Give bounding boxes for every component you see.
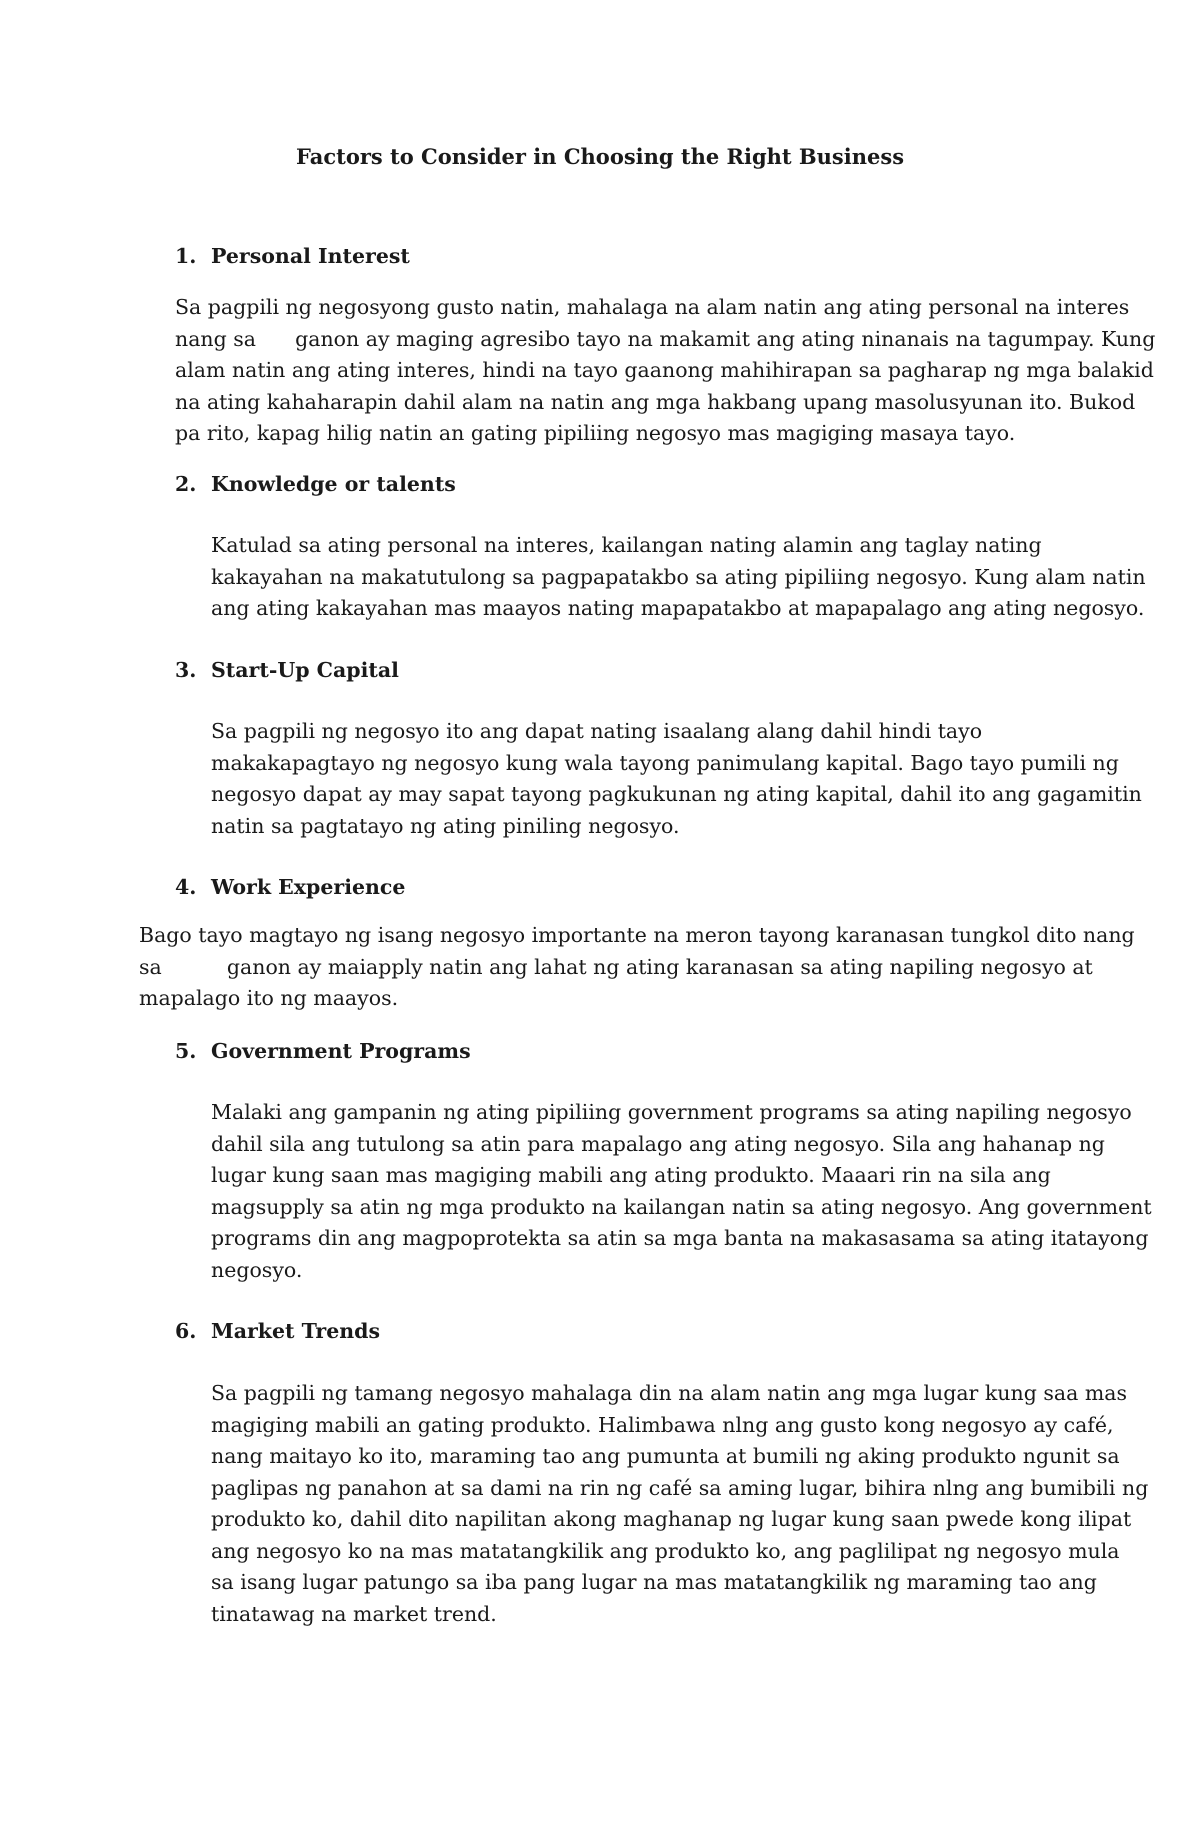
paragraph-line: alam natin ang ating interes, hindi na tayo gaanong mahihirapan sa pagharap ng mga balakid [175,358,1154,382]
paragraph-line: nang sa ganon ay maging agresibo tayo na makamit ang ating ninanais na tagumpay. Kung [175,326,1156,351]
paragraph-line: natin sa pagtatayo ng ating piniling negosyo. [211,813,680,838]
paragraph-line: magiging mabili an gating produkto. Halimbawa nlng ang gusto kong negosyo ay café, [211,1412,1114,1437]
paragraph-line: lugar kung saan mas magiging mabili ang ating produkto. Maaari rin na sila ang [211,1163,1051,1187]
section-2-heading [175,470,456,498]
paragraph-line: sa ganon ay maiapply natin ang lahat ng ating karanasan sa ating napiling negosyo at [139,954,1093,979]
section-5-title: Government Programs [211,1039,471,1063]
paragraph-line: Bago tayo magtayo ng isang negosyo importante na meron tayong karanasan tungkol dito nang [139,923,1135,947]
paragraph-line: ang ating kakayahan mas maayos nating mapapatakbo at mapapalago ang ating negosyo. [211,596,1145,620]
section-4-number: 4. [175,875,197,899]
section-2-paragraph [211,530,1146,625]
section-5-number: 5. [175,1039,197,1063]
paragraph-line: Sa pagpili ng tamang negosyo mahalaga din na alam natin ang mga lugar kung saa mas [211,1381,1127,1405]
paragraph-line: Katulad sa ating personal na interes, kailangan nating alamin ang taglay nating [211,533,1042,557]
paragraph-line: kakayahan na makatutulong sa pagpapatakbo sa ating pipiliing negosyo. Kung alam natin [211,564,1146,589]
section-6-paragraph [211,1378,1148,1630]
paragraph-line: Sa pagpili ng negosyong gusto natin, mahalaga na alam natin ang ating personal na interes [175,295,1130,319]
section-2-number: 2. [175,472,197,496]
section-4-paragraph [139,920,1135,1015]
paragraph-line: makakapagtayo ng negosyo kung wala tayong panimulang kapital. Bago tayo pumili ng [211,750,1119,775]
section-6-number: 6. [175,1319,197,1343]
section-1-heading [175,242,410,270]
paragraph-line: programs din ang magpoprotekta sa atin sa mga banta na makasasama sa ating itatayong [211,1226,1149,1250]
paragraph-line: na ating kahaharapin dahil alam na natin ang mga hakbang upang masolusyunan ito. Bukod [175,389,1136,414]
paragraph-line: negosyo dapat ay may sapat tayong pagkukunan ng ating kapital, dahil ito ang gagamitin [211,782,1142,806]
section-3-paragraph [211,716,1142,842]
section-3-heading [175,656,399,684]
section-4-title: Work Experience [211,875,406,899]
paragraph-line: sa isang lugar patungo sa iba pang lugar na mas matatangkilik ng maraming tao ang [211,1570,1097,1594]
paragraph-line: Sa pagpili ng negosyo ito ang dapat nating isaalang alang dahil hindi tayo [211,719,983,743]
paragraph-line: ang negosyo ko na mas matatangkilik ang produkto ko, ang paglilipat ng negosyo mula [211,1538,1120,1563]
section-3-number: 3. [175,658,197,682]
paragraph-line: tinatawag na market trend. [211,1601,497,1626]
section-5-heading [175,1037,471,1065]
paragraph-line: negosyo. [211,1257,303,1282]
section-5-paragraph [211,1097,1152,1286]
section-1-title: Personal Interest [211,244,410,268]
section-1-paragraph [175,292,1155,450]
section-6-heading [175,1317,380,1345]
paragraph-line: magsupply sa atin ng mga produkto na kailangan natin sa ating negosyo. Ang government [211,1194,1152,1219]
section-1-number: 1. [175,244,197,268]
section-6-title: Market Trends [211,1319,381,1343]
section-4-heading [175,873,405,901]
paragraph-line: nang maitayo ko ito, maraming tao ang pumunta at bumili ng aking produkto ngunit sa [211,1444,1120,1468]
paragraph-line: Malaki ang gampanin ng ating pipiliing government programs sa ating napiling negosyo [211,1100,1132,1124]
paragraph-line: pa rito, kapag hilig natin an gating pipiliing negosyo mas magiging masaya tayo. [175,421,1016,445]
section-3-title: Start-Up Capital [211,658,399,682]
paragraph-line: produkto ko, dahil dito napilitan akong maghanap ng lugar kung saan pwede kong ilipat [211,1507,1132,1531]
section-2-title: Knowledge or talents [211,472,456,496]
paragraph-line: paglipas ng panahon at sa dami na rin ng café sa aming lugar, bihira nlng ang bumibili ng [211,1475,1149,1500]
paragraph-line: mapalago ito ng maayos. [139,986,399,1010]
document-title: Factors to Consider in Choosing the Right Business [295,144,905,169]
paragraph-line: dahil sila ang tutulong sa atin para mapalago ang ating negosyo. Sila ang hahanap ng [211,1131,1105,1156]
